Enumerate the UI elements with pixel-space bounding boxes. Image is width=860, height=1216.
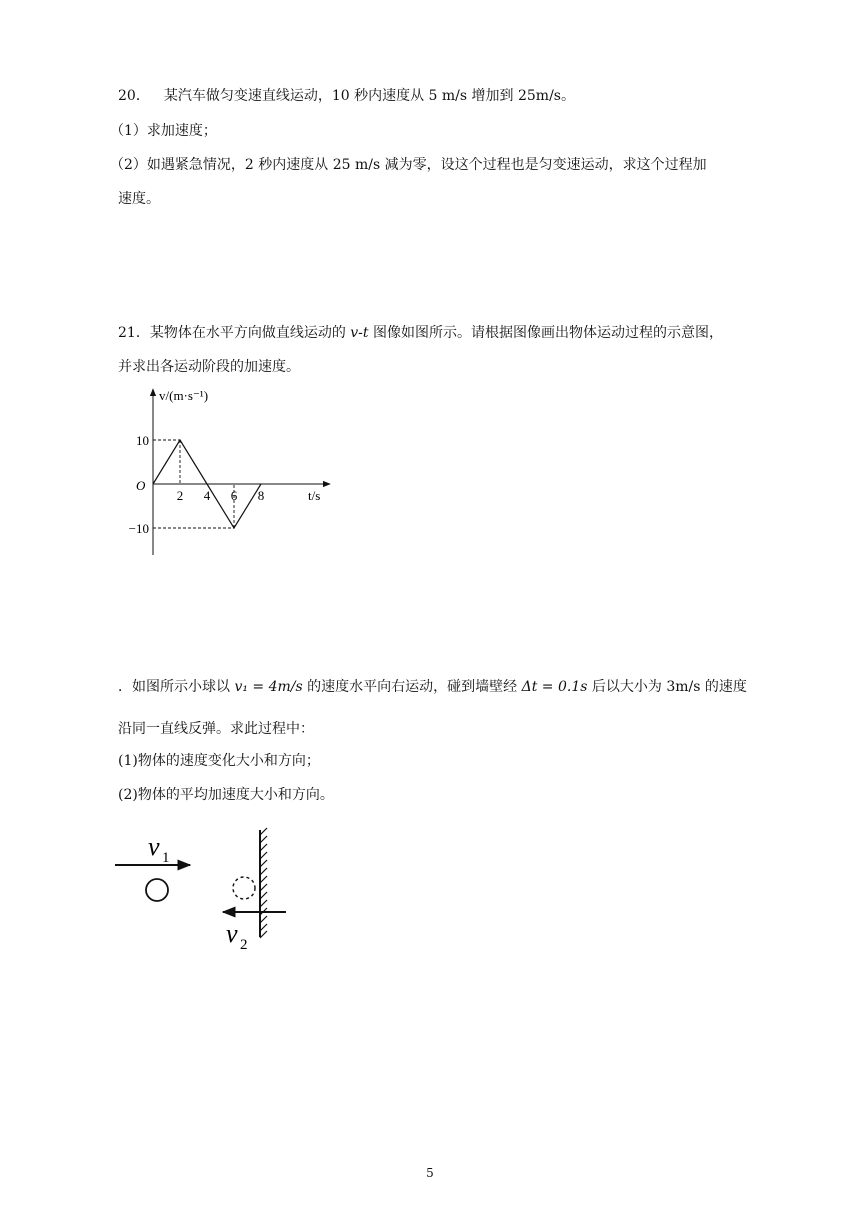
wall-hatching bbox=[260, 828, 267, 938]
x-tick-label-4: 4 bbox=[203, 488, 211, 503]
q21-vt: v-t bbox=[350, 325, 369, 341]
q20-number: 20． bbox=[118, 88, 150, 104]
q22-math-dt: Δt = 0.1s bbox=[521, 679, 588, 695]
x-tick-label-8: 8 bbox=[257, 488, 265, 503]
q22-text-c: 后以大小为 bbox=[587, 679, 667, 695]
x-tick-label-2: 2 bbox=[176, 488, 184, 503]
ball-wall-figure bbox=[110, 825, 300, 955]
v1-subscript: 1 bbox=[162, 850, 170, 866]
origin-label: O bbox=[136, 478, 146, 493]
ball-at-wall-dashed bbox=[233, 877, 255, 899]
y-tick-label-neg: −10 bbox=[128, 521, 149, 536]
q22-math-v1: v₁ = 4m/s bbox=[234, 679, 303, 695]
q22-part1: (1)物体的速度变化大小和方向； bbox=[118, 753, 320, 769]
page-number: 5 bbox=[426, 1166, 434, 1180]
y-tick-label-pos: 10 bbox=[136, 433, 149, 448]
q22-line2: 沿同一直线反弹。求此过程中： bbox=[118, 721, 314, 737]
q22-math-v2: 3m/s bbox=[666, 679, 701, 695]
q20-part2-line1: （2）如遇紧急情况，2 秒内速度从 25 m/s 减为零，设这个过程也是匀变速运动，求这个过程加 bbox=[110, 157, 707, 173]
v1-label: v bbox=[148, 832, 160, 861]
q21-line1 bbox=[118, 323, 723, 343]
ball-initial bbox=[146, 879, 168, 901]
x-tick-label-6: 6 bbox=[230, 488, 238, 503]
q22-part2: (2)物体的平均加速度大小和方向。 bbox=[118, 787, 334, 803]
q22-text-a: ．如图所示小球以 bbox=[118, 679, 235, 695]
vt-graph bbox=[115, 383, 345, 558]
q21-text-a: 21．某物体在水平方向做直线运动的 bbox=[118, 325, 351, 341]
q20-part1: （1）求加速度； bbox=[110, 123, 217, 139]
q20-part2-line2: 速度。 bbox=[118, 191, 160, 207]
v2-subscript: 2 bbox=[240, 937, 248, 953]
q22-text-d: 的速度 bbox=[700, 679, 747, 695]
q22-line1 bbox=[118, 677, 747, 697]
v2-label: v bbox=[226, 919, 238, 948]
q21-text-b: 图像如图所示。请根据图像画出物体运动过程的示意图， bbox=[368, 325, 723, 341]
q21-line2: 并求出各运动阶段的加速度。 bbox=[118, 359, 300, 375]
q20-stem bbox=[118, 86, 575, 106]
y-axis-label: v/(m·s⁻¹) bbox=[159, 388, 209, 403]
x-axis-label: t/s bbox=[308, 488, 321, 503]
q20-text: 某汽车做匀变速直线运动，10 秒内速度从 5 m/s 增加到 25m/s。 bbox=[163, 88, 575, 104]
q22-text-b: 的速度水平向右运动，碰到墙壁经 bbox=[302, 679, 522, 695]
